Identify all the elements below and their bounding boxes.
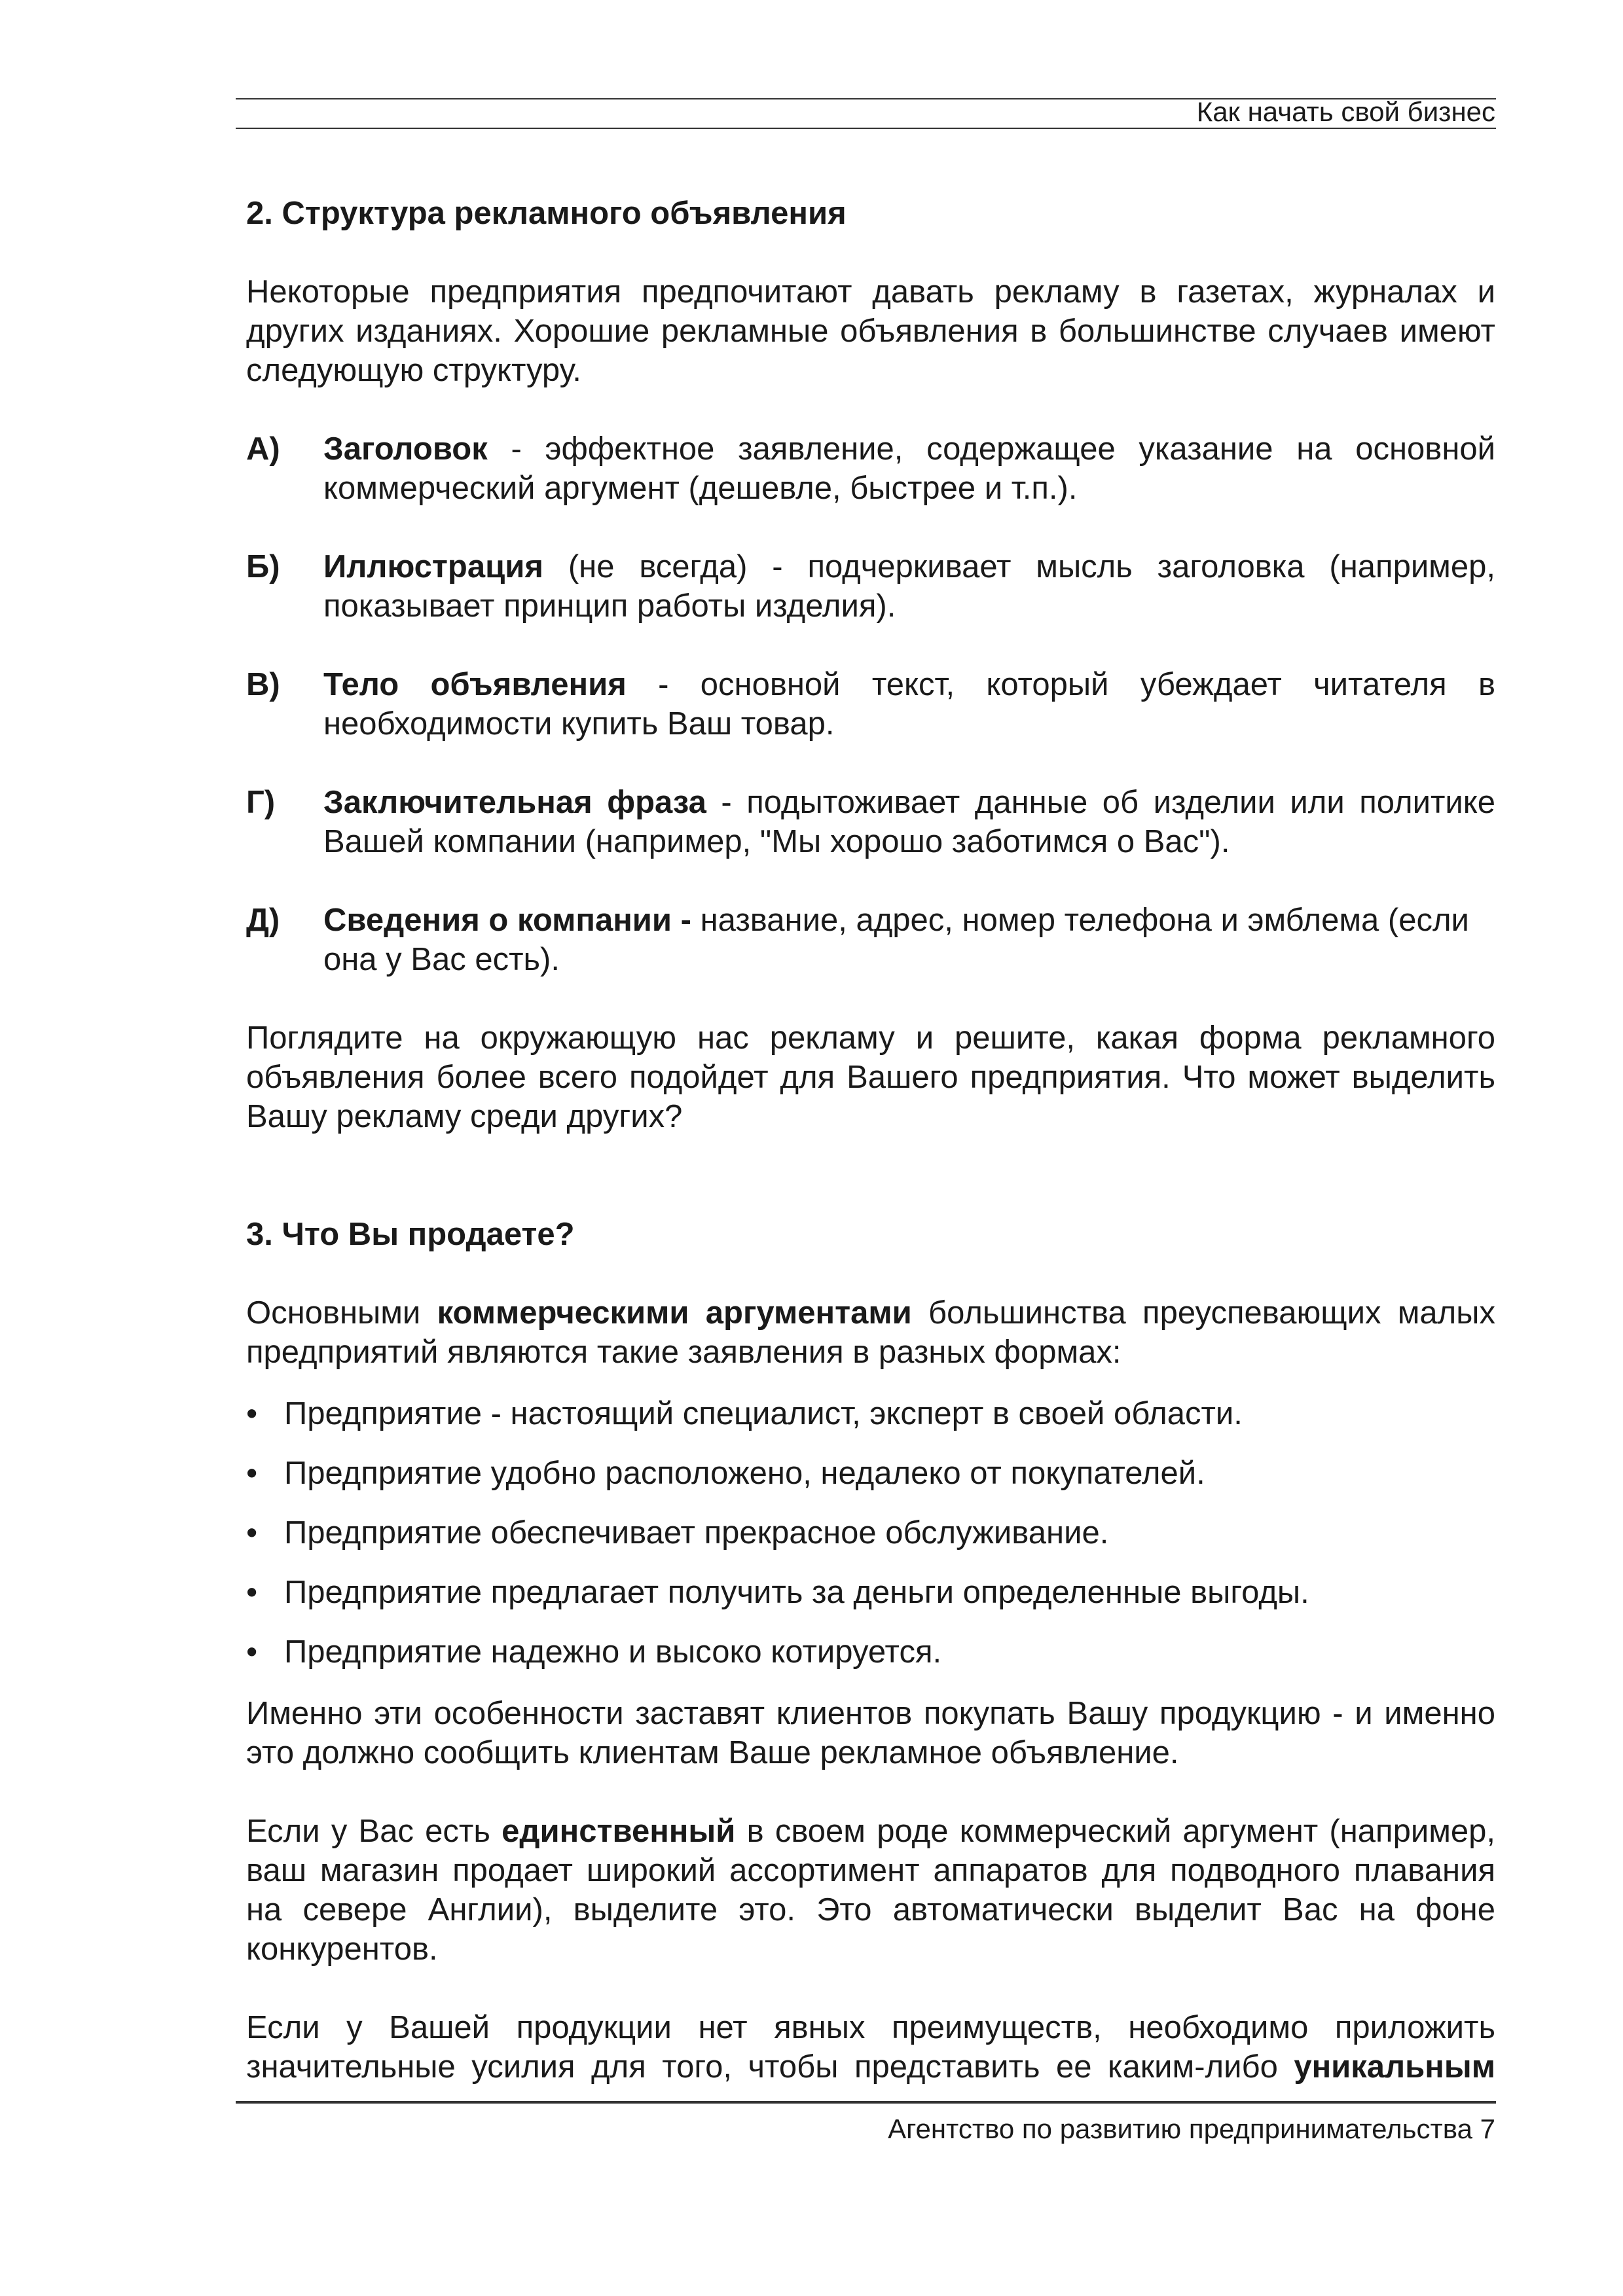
- structure-item-a: [246, 429, 1495, 508]
- running-footer: Агентство по развитию предпринимательства 7: [888, 2113, 1495, 2144]
- list-item: [246, 1454, 1495, 1493]
- list-item-text: Предприятие удобно расположено, недалеко от покупателей.: [284, 1456, 1205, 1491]
- list-item-text: Предприятие предлагает получить за деньги определенные выгоды.: [284, 1575, 1309, 1610]
- item-description: - подытоживает данные об изделии или политике Вашей компании (например, "Мы хорошо заботимся о Вас").: [323, 785, 1495, 859]
- intro-text-start: Основными: [246, 1295, 437, 1331]
- item-term: Заключительная фраза: [323, 785, 706, 820]
- bullet-icon: •: [246, 1515, 258, 1551]
- item-text: [323, 901, 1495, 979]
- item-description: - эффектное заявление, содержащее указание на основной коммерческий аргумент (дешевле, быстрее и т.п.).: [323, 431, 1495, 506]
- list-item-text: Предприятие обеспечивает прекрасное обслуживание.: [284, 1515, 1109, 1551]
- item-label: А): [246, 431, 280, 467]
- structure-item-d: [246, 901, 1495, 979]
- bullet-icon: •: [246, 1396, 258, 1431]
- header-rule-bottom: [236, 128, 1496, 129]
- bullet-icon: •: [246, 1634, 258, 1670]
- item-label: В): [246, 667, 280, 702]
- item-text: [323, 547, 1495, 626]
- footer-rule: [236, 2101, 1496, 2104]
- paragraph-text-end: в своем роде коммерческий аргумент (например, ваш магазин продает широкий ассортимент аппаратов для подводного плавания на севере Англии), выделите это. Это автоматически выделит Вас на фоне конкурентов.: [246, 1814, 1495, 1967]
- section-2-intro: Некоторые предприятия предпочитают давать рекламу в газетах, журналах и других изданиях. Хорошие рекламные объявления в большинстве случаев имеют следующую структуру.: [246, 274, 1495, 388]
- bullet-icon: •: [246, 1456, 258, 1491]
- item-label: Г): [246, 785, 276, 820]
- item-description: (не всегда) - подчеркивает мысль заголовка (например, показывает принцип работы изделия).: [323, 549, 1495, 624]
- structure-item-v: [246, 665, 1495, 744]
- item-label: Б): [246, 549, 280, 584]
- intro-text-end: большинства преуспевающих малых предприятий являются такие заявления в разных формах:: [246, 1295, 1495, 1370]
- section-3-intro: [246, 1293, 1495, 1372]
- item-label: Д): [246, 903, 280, 938]
- item-term: Сведения о компании -: [323, 903, 691, 938]
- item-text: [323, 429, 1495, 508]
- structure-item-g: [246, 783, 1495, 861]
- item-term: Заголовок: [323, 431, 488, 467]
- list-item-text: Предприятие надежно и высоко котируется.: [284, 1634, 942, 1670]
- list-item: [246, 1573, 1495, 1612]
- item-description: - основной текст, который убеждает читателя в необходимости купить Ваш товар.: [323, 667, 1496, 742]
- section-3-paragraph-1: Именно эти особенности заставят клиентов покупать Вашу продукцию - и именно это должно сообщить клиентам Ваше рекламное объявление.: [246, 1696, 1495, 1770]
- section-3-heading: 3. Что Вы продаете?: [246, 1217, 575, 1252]
- structure-list: [246, 429, 1495, 979]
- bullet-icon: •: [246, 1575, 258, 1610]
- section-2-heading: 2. Структура рекламного объявления: [246, 196, 847, 231]
- structure-item-b: [246, 547, 1495, 626]
- intro-emphasis: коммерческими аргументами: [437, 1295, 912, 1331]
- paragraph-emphasis: уникальным: [1294, 2049, 1495, 2085]
- list-item: [246, 1632, 1495, 1672]
- section-3-paragraph-2: [246, 1812, 1495, 1969]
- item-text: [323, 665, 1495, 744]
- item-text: [323, 783, 1495, 861]
- item-term: Тело объявления: [323, 667, 627, 702]
- running-title: Как начать свой бизнес: [1196, 96, 1495, 127]
- list-item-text: Предприятие - настоящий специалист, эксперт в своей области.: [284, 1396, 1243, 1431]
- list-item: [246, 1394, 1495, 1433]
- paragraph-text-start: Если у Вас есть: [246, 1814, 502, 1849]
- paragraph-text-start: Если у Вашей продукции нет явных преимуществ, необходимо приложить значительные усилия для того, чтобы представить ее каким-либо: [246, 2010, 1495, 2085]
- item-description: название, адрес, номер телефона и эмблема (если она у Вас есть).: [323, 903, 1469, 977]
- selling-points-list: [246, 1394, 1495, 1672]
- item-term: Иллюстрация: [323, 549, 543, 584]
- page-content: [246, 194, 1495, 2087]
- list-item: [246, 1513, 1495, 1552]
- section-3-paragraph-3: [246, 2008, 1495, 2087]
- section-2-outro: Поглядите на окружающую нас рекламу и решите, какая форма рекламного объявления более всего подойдет для Вашего предприятия. Что может выделить Вашу рекламу среди других?: [246, 1020, 1495, 1134]
- paragraph-emphasis: единственный: [501, 1814, 736, 1849]
